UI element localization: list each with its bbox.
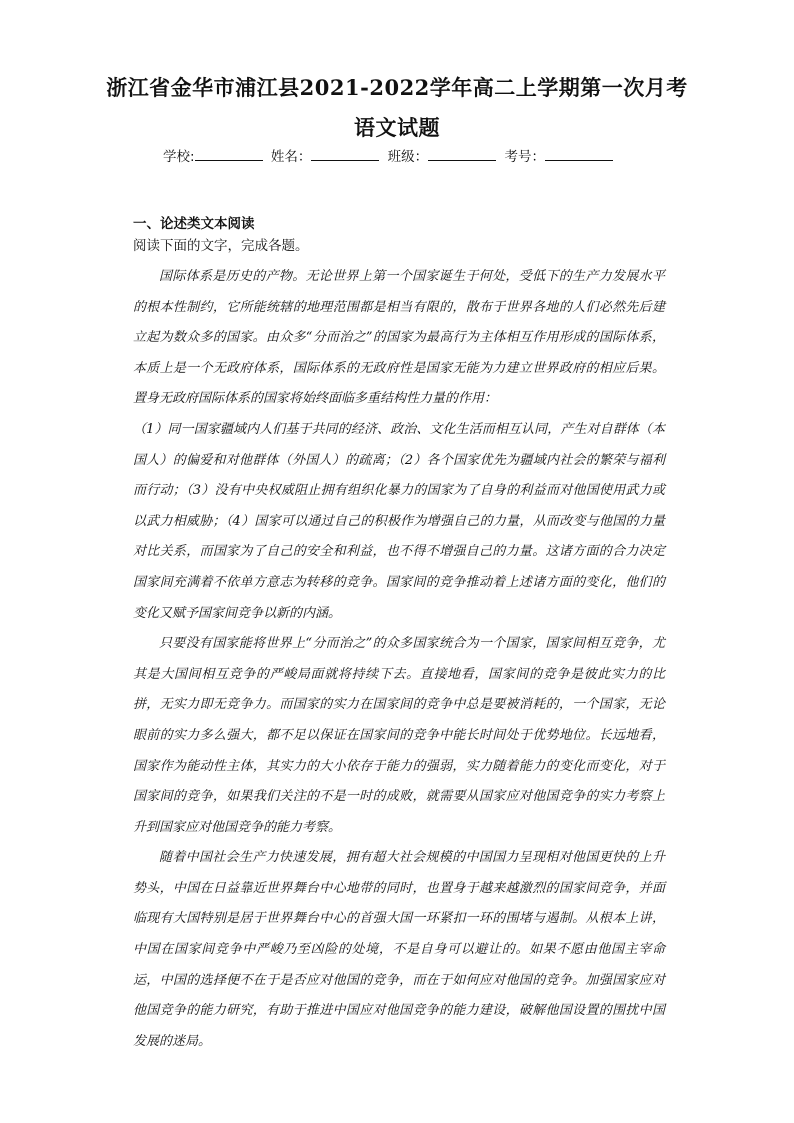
passage-paragraph-1: 国际体系是历史的产物。无论世界上第一个国家诞生于何处，受低下的生产力发展水平的根本性制约，它所能统辖的地理范围都是相当有限的，散布于世界各地的人们必然先后建立起为数众多的国家。由众多“分而治之”的国家为最高行为主体相互作用形成的国际体系，本质上是一个无政府体系，国际体系的无政府性是国家无能为力建立世界政府的相应后果。置身无政府国际体系的国家将始终面临多重结构性力量的作用： (133, 269, 665, 407)
exam-number-blank[interactable] (545, 148, 613, 161)
exam-number-label: 考号： (504, 149, 545, 165)
class-label: 班级： (387, 149, 429, 165)
passage-paragraph-4: 随着中国社会生产力快速发展，拥有超大社会规模的中国国力呈现相对他国更快的上升势头，中国在日益靠近世界舞台中心地带的同时，也置身于越来越激烈的国家间竞争，并面临现有大国特别是居于世界舞台中心的首强大国一环紧扣一环的围堵与遏制。从根本上讲，中国在国家间竞争中严峻乃至凶险的处境，不是自身可以避让的。如果不愿由他国主宰命运，中国的选择便不在于是否应对他国的竞争，而在于如何应对他国的竞争。加强国家应对他国竞争的能力研究，有助于推进中国应对他国竞争的能力建设，破解他国设置的围扰中国发展的迷局。 (133, 850, 665, 1049)
section-heading: 一、论述类文本阅读 (133, 216, 255, 232)
school-label: 学校: (163, 149, 195, 165)
class-blank[interactable] (428, 148, 496, 161)
school-blank[interactable] (195, 148, 263, 161)
passage-paragraph-2: （1）同一国家疆域内人们基于共同的经济、政治、文化生活而相互认同，产生对自群体（本国人）的偏爱和对他群体（外国人）的疏离；（2）各个国家优先为疆域内社会的繁荣与福利而行动；（3）没有中央权威阻止拥有组织化暴力的国家为了自身的利益而对他国使用武力或以武力相威胁；（4）国家可以通过自己的积极作为增强自己的力量，从而改变与他国的力量对比关系，而国家为了自己的安全和利益，也不得不增强自己的力量。这诸方面的合力决定国家间充满着不依单方意志为转移的竞争。国家间的竞争推动着上述诸方面的变化，他们的变化又赋予国家间竞争以新的内涵。 (133, 421, 665, 621)
student-info-fields (163, 145, 617, 165)
section-instruction: 阅读下面的文字，完成各题。 (133, 238, 309, 254)
reading-passage (133, 262, 665, 1057)
passage-paragraph-3: 只要没有国家能将世界上“分而治之”的众多国家统合为一个国家，国家间相互竞争，尤其是大国间相互竞争的严峻局面就将持续下去。直接地看，国家间的竞争是彼此实力的比拼，无实力即无竞争力。而国家的实力在国家间的竞争中总是要被消耗的，一个国家，无论眼前的实力多么强大，都不足以保证在国家间的竞争中能长时间处于优势地位。长远地看，国家作为能动性主体，其实力的大小依存于能力的强弱，实力随着能力的变化而变化，对于国家间的竞争，如果我们关注的不是一时的成败，就需要从国家应对他国竞争的实力考察上升到国家应对他国竞争的能力考察。 (133, 636, 665, 835)
exam-title: 浙江省金华市浦江县2021-2022学年高二上学期第一次月考 (106, 75, 688, 100)
name-blank[interactable] (311, 148, 379, 161)
exam-subtitle: 语文试题 (354, 115, 440, 140)
name-label: 姓名： (270, 149, 312, 165)
